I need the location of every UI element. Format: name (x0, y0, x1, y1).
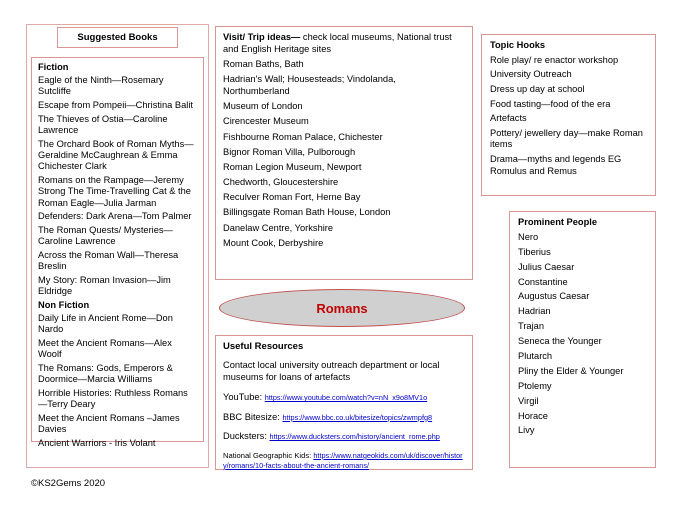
list-item: Drama—myths and legends EG Romulus and Remus (490, 154, 622, 176)
list-item: My Story: Roman Invasion—Jim Eldridge (38, 274, 171, 297)
list-item: Nero (518, 231, 539, 242)
list-item: Fishbourne Roman Palace, Chichester (223, 131, 383, 142)
list-item: Escape from Pompeii—Christina Balit (38, 99, 194, 110)
list-item: Reculver Roman Fort, Herne Bay (223, 192, 361, 203)
list-item: The Orchard Book of Roman Myths—Geraldine McCaughrean & Emma Chichester Clark (38, 138, 194, 172)
list-item: Virgil (518, 395, 539, 406)
resource-link-row (223, 392, 465, 404)
topic-hooks-panel (481, 34, 656, 196)
list-item: Across the Roman Wall—Theresa Breslin (38, 249, 179, 272)
suggested-books-list (38, 62, 197, 449)
prominent-people-list (518, 217, 647, 437)
natgeo-kids-link[interactable]: https://www.natgeokids.com/uk/discover/history/romans/10-facts-about-the-ancient-romans/ (223, 450, 463, 470)
list-item: Augustus Caesar (518, 291, 590, 302)
list-item: Role play/ re enactor workshop (490, 54, 619, 65)
list-item: Horace (518, 410, 548, 421)
list-item: Ptolemy (518, 380, 552, 391)
list-item: Constantine (518, 276, 568, 287)
copyright-notice: ©KS2Gems 2020 (31, 478, 106, 489)
list-item: Daily Life in Ancient Rome—Don Nardo (38, 312, 173, 335)
suggested-books-title: Suggested Books (77, 32, 158, 43)
list-item: Seneca the Younger (518, 336, 602, 347)
topic-hooks-title: Topic Hooks (490, 40, 546, 50)
list-item: Julius Caesar (518, 261, 575, 272)
useful-resources-intro: Contact local university outreach department or local museums for loans of artefacts (223, 360, 440, 382)
list-item: University Outreach (490, 69, 572, 80)
useful-resources-title: Useful Resources (223, 341, 304, 352)
list-item: Tiberius (518, 246, 551, 257)
list-item: Bignor Roman Villa, Pulborough (223, 146, 356, 157)
list-item: Mount Cook, Derbyshire (223, 237, 324, 248)
list-item: Horrible Histories: Ruthless Romans—Terry Deary (38, 387, 188, 410)
list-item: Cirencester Museum (223, 116, 309, 127)
youtube-link[interactable]: https://www.youtube.com/watch?v=nN_x9o8MV1o (264, 393, 428, 403)
list-item: Museum of London (223, 101, 303, 112)
list-item: Roman Baths, Bath (223, 59, 304, 70)
visit-trip-ideas-heading-label: Visit/ Trip ideas— (223, 32, 301, 42)
list-item: The Roman Quests/ Mysteries—Caroline Lawrence (38, 224, 173, 247)
list-item: Eagle of the Ninth—Rosemary Sutcliffe (38, 74, 164, 97)
resource-label: YouTube: (223, 392, 263, 403)
list-item: Meet the Ancient Romans –James Davies (38, 412, 180, 435)
non-fiction-heading: Non Fiction (38, 299, 90, 310)
useful-resources-panel (215, 335, 473, 470)
resource-link-row (223, 412, 465, 424)
visit-trip-ideas-heading-rest: check local museums, National trust and English Heritage sites (223, 32, 452, 54)
resource-label: BBC Bitesize: (223, 411, 280, 422)
list-item: Pliny the Elder & Younger (518, 365, 624, 376)
list-item: Trajan (518, 321, 545, 332)
visit-trip-ideas-list (223, 32, 465, 249)
visit-trip-ideas-heading (223, 32, 465, 55)
list-item: Hadrian (518, 306, 551, 317)
resource-label: National Geographic Kids: (223, 450, 312, 460)
list-item: Ancient Warriors - Iris Volant (38, 437, 156, 448)
list-item: Artefacts (490, 113, 527, 124)
prominent-people-panel (509, 211, 656, 468)
suggested-books-title-box (57, 27, 178, 48)
list-item: Pottery/ jewellery day—make Roman items (490, 127, 643, 150)
prominent-people-title: Prominent People (518, 217, 598, 227)
list-item: Meet the Ancient Romans—Alex Woolf (38, 337, 172, 360)
resource-link-row (223, 451, 465, 470)
list-item: The Thieves of Ostia—Caroline Lawrence (38, 113, 168, 135)
center-topic-node (219, 289, 465, 327)
fiction-heading: Fiction (38, 62, 69, 72)
bbc-bitesize-link[interactable]: https://www.bbc.co.uk/bitesize/topics/zwmpfg8 (282, 412, 433, 422)
list-item: Romans on the Rampage—Jeremy Strong The Time-Travelling Cat & the Roman Eagle—Julia Jarman (38, 174, 191, 208)
center-topic-label: Romans (316, 300, 368, 316)
resource-link-row (223, 431, 465, 443)
list-item: Plutarch (518, 351, 553, 362)
suggested-books-panel (31, 57, 204, 448)
list-item: Dress up day at school (490, 83, 585, 94)
list-item: Chedworth, Gloucestershire (223, 177, 339, 188)
list-item: Billingsgate Roman Bath House, London (223, 207, 391, 218)
visit-trip-ideas-panel (215, 26, 473, 280)
list-item: Defenders: Dark Arena—Tom Palmer (38, 211, 192, 222)
list-item: Roman Legion Museum, Newport (223, 161, 362, 172)
ducksters-link[interactable]: https://www.ducksters.com/history/ancient_rome.php (269, 432, 440, 442)
list-item: Livy (518, 425, 535, 436)
list-item: Danelaw Centre, Yorkshire (223, 222, 334, 233)
list-item: Food tasting—food of the era (490, 98, 611, 109)
resource-label: Ducksters: (223, 431, 267, 442)
list-item: The Romans: Gods, Emperors & Doormice—Marcia Williams (38, 362, 173, 385)
topic-hooks-list (490, 40, 647, 177)
list-item: Hadrian's Wall; Housesteads; Vindolanda, Northumberland (223, 74, 396, 96)
